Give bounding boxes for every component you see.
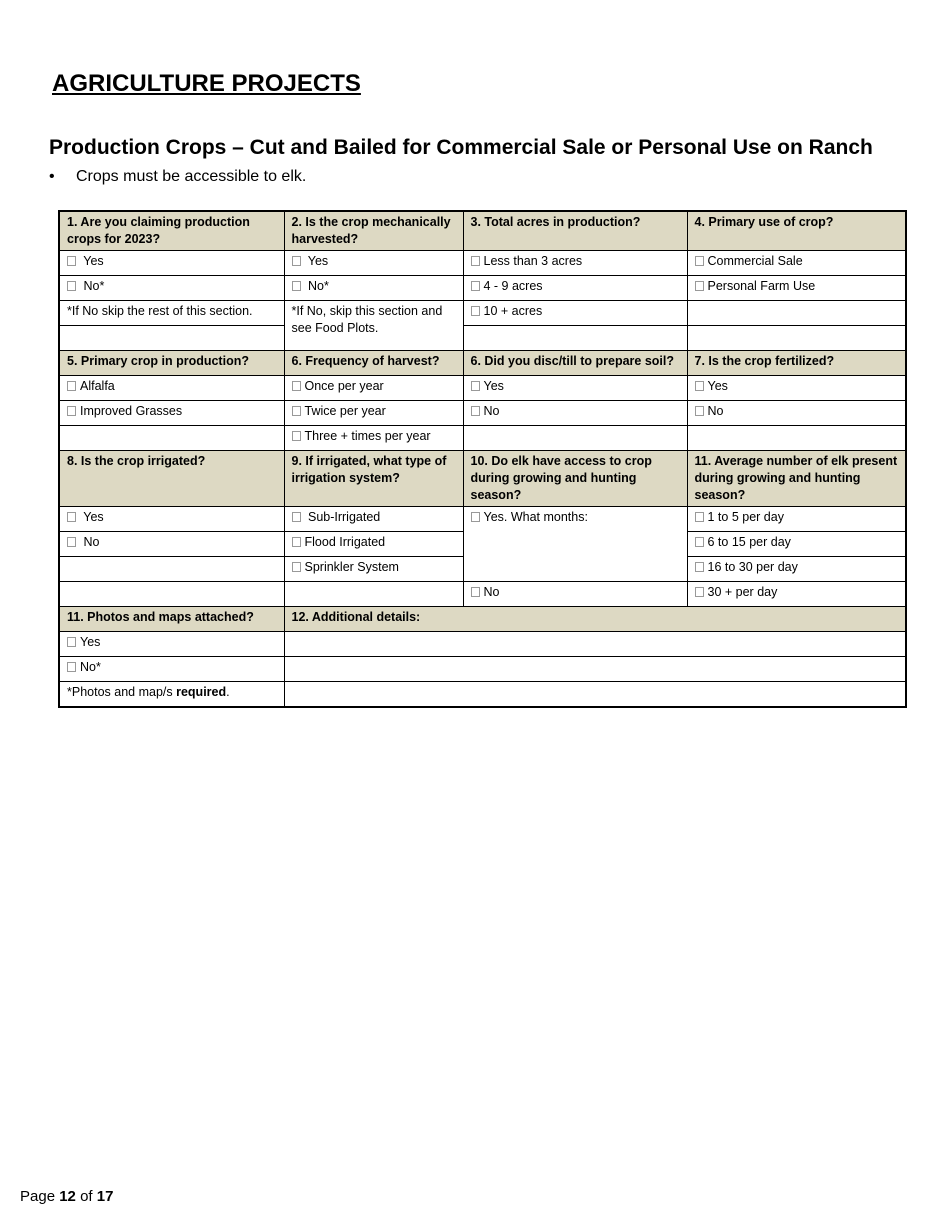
checkbox-icon[interactable] — [292, 562, 301, 572]
q4-option-commercial[interactable] — [687, 251, 906, 276]
option-label: 30 + per day — [707, 585, 778, 599]
checkbox-icon[interactable] — [695, 381, 704, 391]
empty-cell — [687, 426, 906, 451]
q1-no-option[interactable] — [59, 276, 284, 301]
production-crops-form — [58, 210, 907, 708]
bullet-text: Crops must be accessible to elk. — [76, 168, 307, 185]
empty-cell — [284, 582, 463, 607]
option-label: Flood Irrigated — [304, 535, 386, 549]
q7-no-option[interactable] — [687, 401, 906, 426]
q8-no-option[interactable] — [59, 532, 284, 557]
option-label: Commercial Sale — [707, 254, 803, 268]
option-label: Three + times per year — [304, 429, 431, 443]
q12-note — [59, 682, 284, 708]
q11-option-6-15[interactable] — [687, 532, 906, 557]
q11-option-30-plus[interactable] — [687, 582, 906, 607]
page-footer — [20, 1188, 113, 1205]
q12-yes-option[interactable] — [59, 632, 284, 657]
option-label: Yes — [80, 635, 101, 649]
option-label: Improved Grasses — [80, 404, 183, 418]
empty-cell — [59, 582, 284, 607]
checkbox-icon[interactable] — [67, 537, 76, 547]
q12-no-option[interactable] — [59, 657, 284, 682]
q3-option-10-plus[interactable] — [463, 301, 687, 326]
q9-option-sub[interactable] — [284, 507, 463, 532]
checkbox-icon[interactable] — [695, 587, 704, 597]
option-label: Sub-Irrigated — [307, 510, 381, 524]
option-label: Yes. What months: — [483, 510, 588, 524]
checkbox-icon[interactable] — [695, 406, 704, 416]
note-text: *Photos and map/s — [67, 685, 177, 699]
empty-cell — [59, 426, 284, 451]
q7-header: 7. Is the crop fertilized? — [687, 351, 906, 376]
section-subtitle: Production Crops – Cut and Bailed for Commercial Sale or Personal Use on Ranch — [49, 136, 873, 159]
checkbox-icon[interactable] — [471, 256, 480, 266]
q11-header: 11. Average number of elk present during growing and hunting season? — [687, 451, 906, 507]
q2-no-option[interactable] — [284, 276, 463, 301]
option-label: Sprinkler System — [304, 560, 399, 574]
q9-option-sprinkler[interactable] — [284, 557, 463, 582]
empty-cell — [463, 326, 687, 351]
q5-header: 5. Primary crop in production? — [59, 351, 284, 376]
empty-cell — [687, 301, 906, 326]
page-total: 17 — [96, 1188, 114, 1205]
checkbox-icon[interactable] — [67, 662, 76, 672]
option-label: Yes — [307, 254, 329, 268]
q6-header: 6. Frequency of harvest? — [284, 351, 463, 376]
note-text: . — [226, 685, 230, 699]
q5-option-alfalfa[interactable] — [59, 376, 284, 401]
q2-note: *If No, skip this section and see Food Plots. — [284, 301, 463, 351]
checkbox-icon[interactable] — [695, 562, 704, 572]
option-label: 16 to 30 per day — [707, 560, 798, 574]
option-label: 4 - 9 acres — [483, 279, 543, 293]
empty-cell — [59, 557, 284, 582]
checkbox-icon[interactable] — [471, 587, 480, 597]
q4-option-personal[interactable] — [687, 276, 906, 301]
checkbox-icon[interactable] — [471, 512, 480, 522]
option-label: No* — [80, 660, 101, 674]
checkbox-icon[interactable] — [695, 537, 704, 547]
q2-yes-option[interactable] — [284, 251, 463, 276]
option-label: No — [483, 404, 500, 418]
of-label: of — [80, 1188, 93, 1205]
empty-cell — [59, 326, 284, 351]
checkbox-icon[interactable] — [471, 281, 480, 291]
option-label: Yes — [483, 379, 504, 393]
option-label: Yes — [83, 254, 104, 268]
additional-details-line-3[interactable] — [284, 682, 906, 708]
option-label: Personal Farm Use — [707, 279, 816, 293]
q1-yes-option[interactable] — [59, 251, 284, 276]
q11-option-16-30[interactable] — [687, 557, 906, 582]
q10-no-option[interactable] — [463, 582, 687, 607]
option-label: Yes — [707, 379, 728, 393]
checkbox-icon[interactable] — [292, 281, 301, 291]
additional-details-line-1[interactable] — [284, 632, 906, 657]
option-label: No — [483, 585, 500, 599]
checkbox-icon[interactable] — [292, 381, 301, 391]
page-label: Page — [20, 1188, 56, 1205]
q7-yes-option[interactable] — [687, 376, 906, 401]
checkbox-icon[interactable] — [471, 381, 480, 391]
q9-header: 9. If irrigated, what type of irrigation system? — [284, 451, 463, 507]
checkbox-icon[interactable] — [292, 512, 301, 522]
q11-option-1-5[interactable] — [687, 507, 906, 532]
q12-header: 11. Photos and maps attached? — [59, 607, 284, 632]
option-label: No* — [83, 279, 105, 293]
page-number: 12 — [59, 1188, 76, 1205]
option-label: No — [707, 404, 724, 418]
q2-header: 2. Is the crop mechanically harvested? — [284, 211, 463, 251]
q6-option-once[interactable] — [284, 376, 463, 401]
checkbox-icon[interactable] — [292, 537, 301, 547]
q5-option-grasses[interactable] — [59, 401, 284, 426]
q6-option-three-plus[interactable] — [284, 426, 463, 451]
empty-cell — [687, 326, 906, 351]
checkbox-icon[interactable] — [471, 306, 480, 316]
q3-option-4-9[interactable] — [463, 276, 687, 301]
q13-header: 12. Additional details: — [284, 607, 906, 632]
q4-header: 4. Primary use of crop? — [687, 211, 906, 251]
checkbox-icon[interactable] — [67, 406, 76, 416]
option-label: 1 to 5 per day — [707, 510, 784, 524]
option-label: 6 to 15 per day — [707, 535, 791, 549]
additional-details-line-2[interactable] — [284, 657, 906, 682]
q10-header: 10. Do elk have access to crop during growing and hunting season? — [463, 451, 687, 507]
q1-note: *If No skip the rest of this section. — [59, 301, 284, 326]
option-label: Once per year — [304, 379, 384, 393]
checkbox-icon[interactable] — [695, 512, 704, 522]
note-bold-text: required — [176, 685, 227, 699]
bullet-item — [49, 168, 306, 186]
checkbox-icon[interactable] — [695, 256, 704, 266]
option-label: Yes — [83, 510, 104, 524]
q8-header: 8. Is the crop irrigated? — [59, 451, 284, 507]
q6b-header: 6. Did you disc/till to prepare soil? — [463, 351, 687, 376]
option-label: Twice per year — [304, 404, 386, 418]
checkbox-icon[interactable] — [292, 406, 301, 416]
checkbox-icon[interactable] — [292, 256, 301, 266]
checkbox-icon[interactable] — [67, 256, 76, 266]
q9-option-flood[interactable] — [284, 532, 463, 557]
checkbox-icon[interactable] — [471, 406, 480, 416]
q6b-yes-option[interactable] — [463, 376, 687, 401]
option-label: No* — [307, 279, 329, 293]
checkbox-icon[interactable] — [67, 281, 76, 291]
checkbox-icon[interactable] — [67, 637, 76, 647]
empty-cell — [463, 426, 687, 451]
option-label: Alfalfa — [80, 379, 115, 393]
q8-yes-option[interactable] — [59, 507, 284, 532]
checkbox-icon[interactable] — [695, 281, 704, 291]
option-label: 10 + acres — [483, 304, 543, 318]
q6b-no-option[interactable] — [463, 401, 687, 426]
bullet-icon: • — [49, 168, 55, 185]
checkbox-icon[interactable] — [67, 381, 76, 391]
q10-yes-option[interactable] — [463, 507, 687, 582]
q3-option-less-than-3[interactable] — [463, 251, 687, 276]
q3-header: 3. Total acres in production? — [463, 211, 687, 251]
q6-option-twice[interactable] — [284, 401, 463, 426]
checkbox-icon[interactable] — [292, 431, 301, 441]
page-title: AGRICULTURE PROJECTS — [52, 70, 361, 97]
option-label: No — [83, 535, 100, 549]
option-label: Less than 3 acres — [483, 254, 583, 268]
checkbox-icon[interactable] — [67, 512, 76, 522]
q1-header: 1. Are you claiming production crops for 2023? — [59, 211, 284, 251]
